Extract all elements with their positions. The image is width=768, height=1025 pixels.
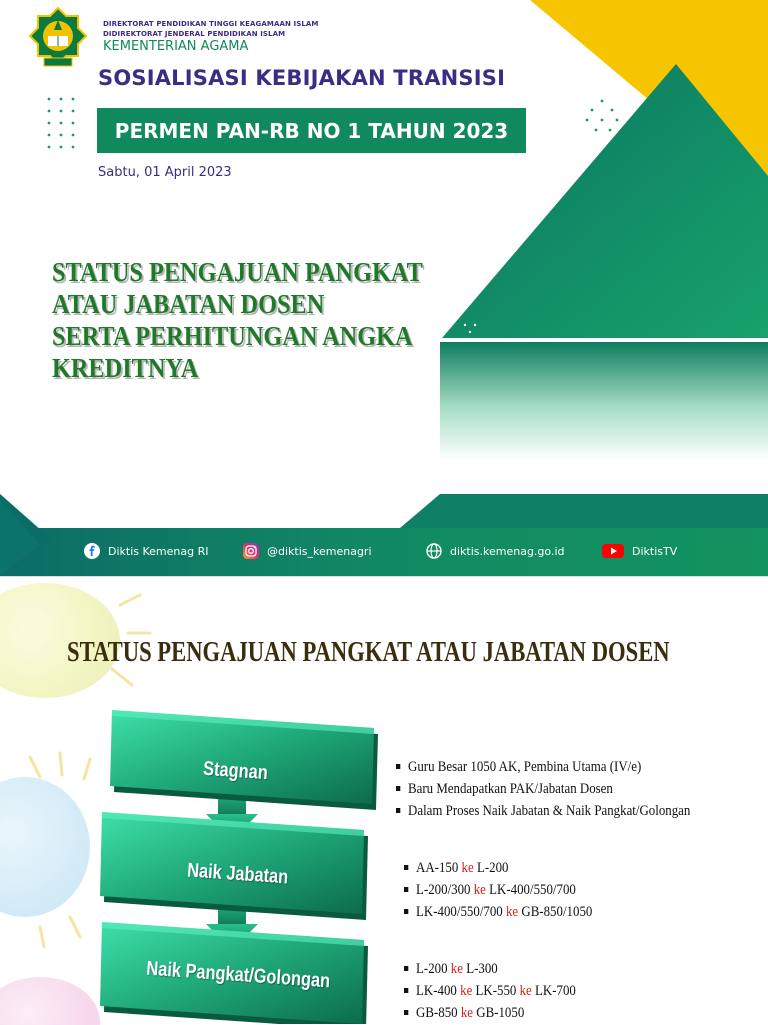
grade-from: L-200/300 xyxy=(416,882,471,898)
list-item: Dalam Proses Naik Jabatan & Naik Pangkat/Golongan xyxy=(396,800,690,822)
website-label: diktis.kemenag.go.id xyxy=(450,544,565,558)
connector-ke: ke xyxy=(460,983,473,999)
dot-pattern-left xyxy=(46,96,76,152)
grade-from: L-200 xyxy=(416,961,448,977)
regulation-text: PERMEN PAN-RB NO 1 TAHUN 2023 xyxy=(114,118,509,143)
ministry-name: KEMENTERIAN AGAMA xyxy=(103,39,249,54)
flow-label-naik-pangkat: Naik Pangkat/Golongan xyxy=(145,957,331,993)
regulation-banner xyxy=(97,108,526,153)
youtube-link[interactable] xyxy=(602,541,677,561)
grade-from: AA-150 xyxy=(416,860,459,876)
connector-ke: ke xyxy=(473,882,486,898)
list-item: Baru Mendapatkan PAK/Jabatan Dosen xyxy=(396,778,690,800)
grade-to: LK-400/550/700 xyxy=(489,882,576,898)
connector-ke: ke xyxy=(450,961,463,977)
naik-pangkat-list xyxy=(404,958,604,1024)
facebook-link[interactable] xyxy=(84,541,209,561)
flow-label-naik-jabatan: Naik Jabatan xyxy=(186,859,289,889)
institution-line-2: DIDIREKTORAT JENDERAL PENDIDIKAN ISLAM xyxy=(103,30,286,38)
cover-title-line: STATUS PENGAJUAN PANGKAT xyxy=(52,257,423,287)
list-item xyxy=(404,901,592,923)
cover-title xyxy=(52,256,423,384)
grade-from: GB-850 xyxy=(416,1005,458,1021)
grade-to: L-300 xyxy=(466,961,498,977)
list-item xyxy=(404,958,576,980)
instagram-link[interactable] xyxy=(243,541,372,561)
institution-line-1: DIREKTORAT PENDIDIKAN TINGGI KEAGAMAAN ISLAM xyxy=(103,20,319,28)
grade-from: LK-400/550/700 xyxy=(416,904,503,920)
list-item xyxy=(404,980,576,1002)
stagnan-list xyxy=(396,756,738,822)
cover-title-line: ATAU JABATAN DOSEN xyxy=(52,289,325,319)
facebook-icon xyxy=(84,543,100,559)
naik-jabatan-list xyxy=(404,857,623,923)
dot-pattern-small xyxy=(462,322,482,336)
list-item xyxy=(404,879,592,901)
connector-ke: ke xyxy=(460,1005,474,1021)
socialization-title: SOSIALISASI KEBIJAKAN TRANSISI xyxy=(98,66,506,90)
grade-from: LK-400 xyxy=(416,983,457,999)
grade-to: GB-850/1050 xyxy=(521,904,593,920)
connector-ke: ke xyxy=(519,983,532,999)
list-item xyxy=(404,857,592,879)
connector-ke: ke xyxy=(461,860,474,876)
youtube-label: DiktisTV xyxy=(632,544,678,558)
youtube-icon xyxy=(602,543,624,559)
footer-slant-shape xyxy=(400,494,768,528)
grade-mid: LK-550 xyxy=(475,983,517,999)
cover-title-line: SERTA PERHITUNGAN ANGKA xyxy=(52,321,413,351)
connector-ke: ke xyxy=(505,904,519,920)
website-link[interactable] xyxy=(426,541,564,561)
list-item: Guru Besar 1050 AK, Pembina Utama (IV/e) xyxy=(396,756,690,778)
instagram-label: @diktis_kemenagri xyxy=(267,544,372,558)
gradient-band-shape xyxy=(440,342,768,460)
cover-title-line: KREDITNYA xyxy=(52,353,199,383)
dot-pattern-right xyxy=(584,98,624,134)
facebook-label: Diktis Kemenag RI xyxy=(108,544,209,558)
flow-label-stagnan: Stagnan xyxy=(202,757,269,785)
logo-kementerian-agama xyxy=(26,6,90,72)
grade-to: LK-700 xyxy=(535,983,576,999)
instagram-icon xyxy=(243,543,259,559)
globe-icon xyxy=(426,543,442,559)
event-date: Sabtu, 01 April 2023 xyxy=(98,165,232,180)
list-item xyxy=(404,1002,576,1024)
status-heading: STATUS PENGAJUAN PANGKAT ATAU JABATAN DOSEN xyxy=(67,636,670,668)
grade-to: L-200 xyxy=(476,860,509,876)
grade-to: GB-1050 xyxy=(476,1005,525,1021)
